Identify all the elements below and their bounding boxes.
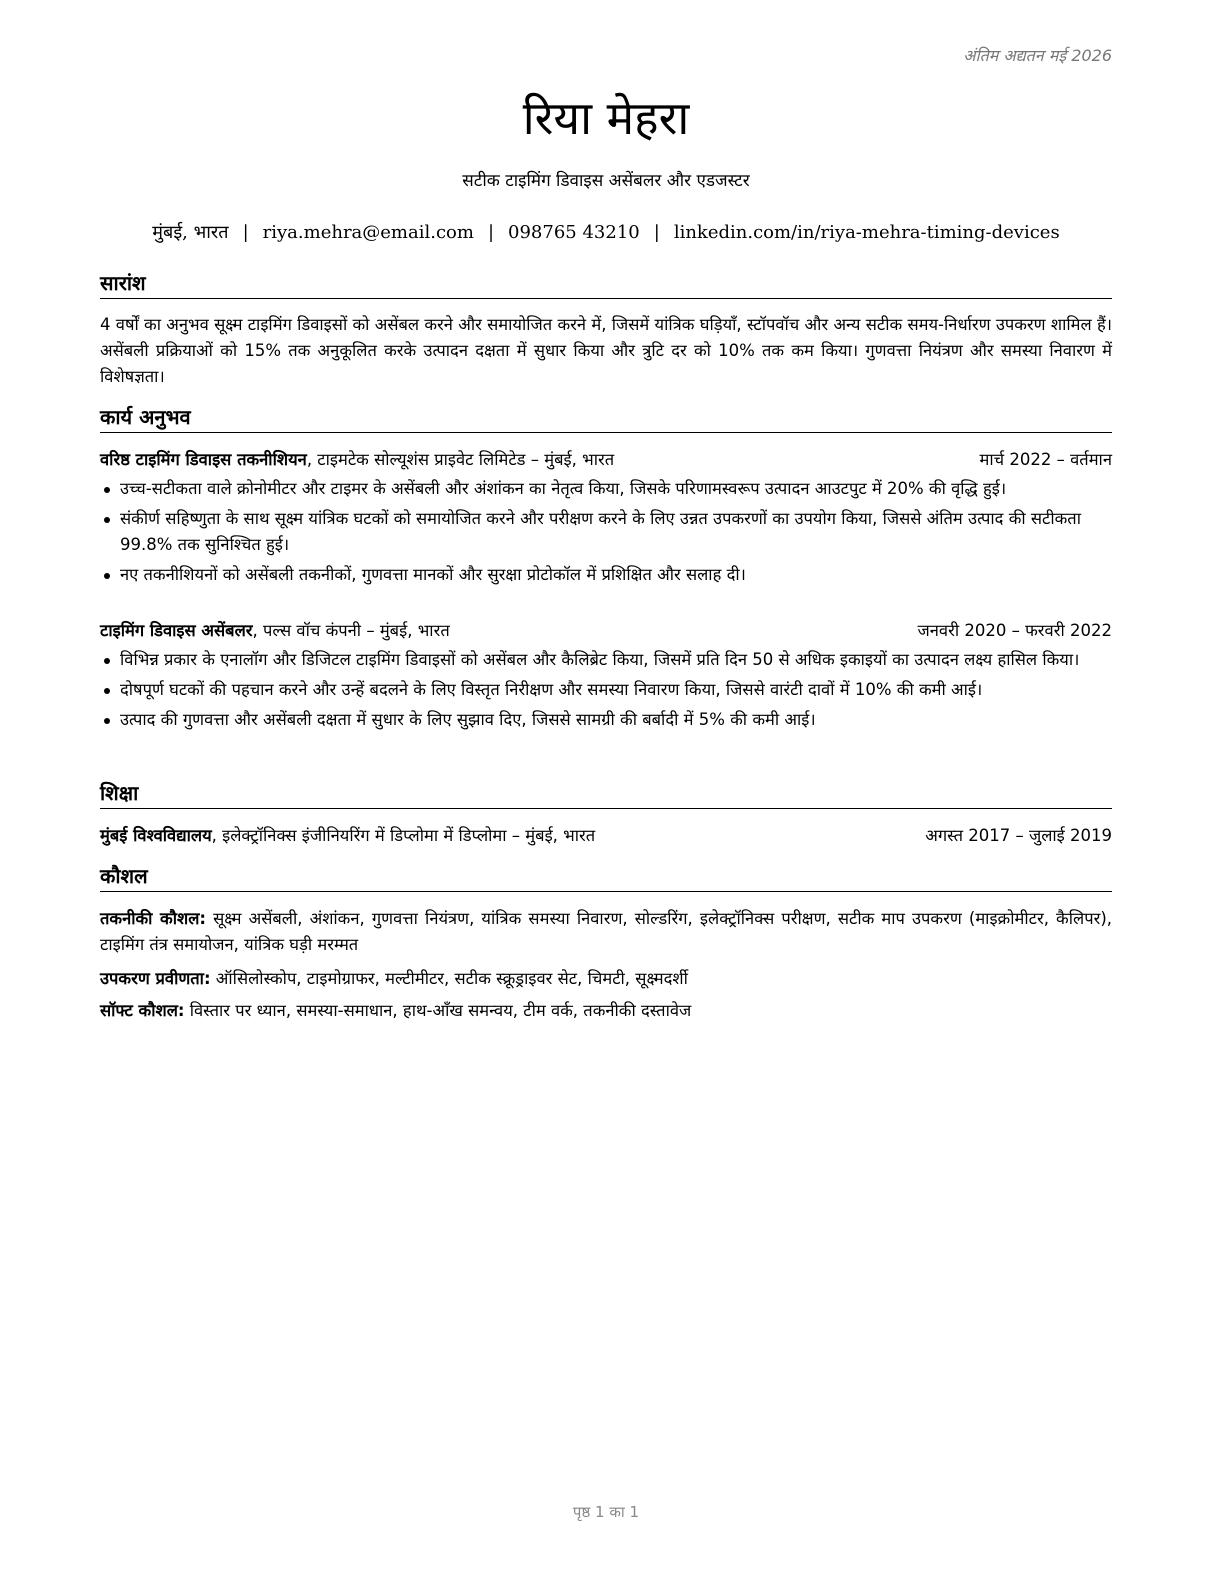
skill-label: तकनीकी कौशल: (100, 909, 207, 928)
bullet-icon (104, 517, 110, 523)
list-item (100, 562, 1112, 588)
bullet-icon (104, 487, 110, 493)
job-role: टाइमिंग डिवाइस असेंबलर (100, 621, 253, 640)
education-heading: शिक्षा (100, 780, 1112, 809)
contact-separator: | (653, 222, 660, 243)
list-item (100, 476, 1112, 502)
education-dates: अगस्त 2017 – जुलाई 2019 (925, 826, 1112, 845)
candidate-name: रिया मेहरा (522, 91, 690, 145)
bullet-text: दोषपूर्ण घटकों की पहचान करने और उन्हें बदलने के लिए विस्तृत निरीक्षण और समस्या निवारण किया, जिससे वारंटी दावों में 10% की कमी आई। (120, 680, 983, 699)
bullet-icon (104, 688, 110, 694)
bullet-icon (104, 718, 110, 724)
bullet-text: नए तकनीशियनों को असेंबली तकनीकों, गुणवत्ता मानकों और सुरक्षा प्रोटोकॉल में प्रशिक्षित और सलाह दी। (120, 565, 746, 584)
contact-separator: | (242, 222, 249, 243)
skill-line-tools (100, 966, 1112, 992)
education-institution: मुंबई विश्वविद्यालय (100, 826, 212, 845)
skills-heading: कौशल (100, 863, 1112, 892)
summary-heading: सारांश (100, 270, 1112, 299)
skill-line-technical (100, 906, 1112, 958)
bullet-text: उत्पाद की गुणवत्ता और असेंबली दक्षता में सुधार के लिए सुझाव दिए, जिससे सामग्री की बर्बादी में 5% की कमी आई। (120, 710, 816, 729)
education-detail: , इलेक्ट्रॉनिक्स इंजीनियरिंग में डिप्लोमा में डिप्लोमा – मुंबई, भारत (211, 826, 596, 845)
page-number: पृष्ठ 1 का 1 (572, 1503, 640, 1521)
bullet-text: विभिन्न प्रकार के एनालॉग और डिजिटल टाइमिंग डिवाइसों को असेंबल और कैलिब्रेट किया, जिसमें प्रति दिन 50 से अधिक इकाइयों का उत्पादन लक्ष्य हासिल किया। (120, 650, 1080, 669)
last-updated: अंतिम अद्यतन मई 2026 (963, 46, 1112, 65)
job-org: , टाइमटेक सोल्यूशंस प्राइवेट लिमिटेड – मुंबई, भारत (306, 450, 615, 469)
contact-linkedin[interactable]: linkedin.com/in/riya-mehra-timing-devices (673, 222, 1060, 243)
contact-separator: | (487, 222, 495, 243)
skill-text: विस्तार पर ध्यान, समस्या-समाधान, हाथ-आँख समन्वय, टीम वर्क, तकनीकी दस्तावेज (184, 1001, 692, 1020)
job-role-org (100, 620, 450, 642)
contact-email[interactable]: riya.mehra@email.com (262, 222, 474, 243)
list-item (100, 506, 1112, 558)
education-institution-detail (100, 825, 595, 847)
education-entry (100, 825, 1112, 847)
job-org: , पल्स वॉच कंपनी – मुंबई, भारत (252, 621, 450, 640)
skill-text: ऑसिलोस्कोप, टाइमोग्राफर, मल्टीमीटर, सटीक स्क्रूड्राइवर सेट, चिमटी, सूक्ष्मदर्शी (210, 969, 688, 988)
bullet-icon (104, 658, 110, 664)
bullet-text: संकीर्ण सहिष्णुता के साथ सूक्ष्म यांत्रिक घटकों को समायोजित करने और परीक्षण करने के लिए उन्नत उपकरणों का उपयोग किया, जिससे अंतिम उत्पाद की सटीकता 99.8% तक सुनिश्चित हुई। (120, 509, 1081, 554)
summary-text: 4 वर्षों का अनुभव सूक्ष्म टाइमिंग डिवाइसों को असेंबल करने और समायोजित करने में, जिसमें यांत्रिक घड़ियाँ, स्टॉपवॉच और अन्य सटीक समय-निर्धारण उपकरण शामिल हैं। असेंबली प्रक्रियाओं को 15% तक अनुकूलित करके उत्पादन दक्षता में सुधार किया और त्रुटि दर को 10% तक कम किया। गुणवत्ता नियंत्रण और समस्या निवारण में विशेषज्ञता। (100, 315, 1112, 386)
job-dates: मार्च 2022 – वर्तमान (979, 450, 1112, 469)
job-dates: जनवरी 2020 – फरवरी 2022 (917, 621, 1112, 640)
bullet-text: उच्च-सटीकता वाले क्रोनोमीटर और टाइमर के असेंबली और अंशांकन का नेतृत्व किया, जिसके परिणामस्वरूप उत्पादन आउटपुट में 20% की वृद्धि हुई। (120, 479, 1007, 498)
contact-line (100, 220, 1112, 244)
job-title: सटीक टाइमिंग डिवाइस असेंबलर और एडजस्टर (462, 171, 750, 191)
skill-label: सॉफ्ट कौशल: (100, 1001, 185, 1020)
contact-phone: 098765 43210 (508, 222, 640, 243)
job-role: वरिष्ठ टाइमिंग डिवाइस तकनीशियन (100, 450, 307, 469)
job-bullets (100, 647, 1112, 737)
resume-page (100, 0, 1112, 1584)
job-role-org (100, 449, 614, 471)
list-item (100, 707, 1112, 733)
experience-heading: कार्य अनुभव (100, 404, 1112, 433)
job-bullets (100, 476, 1112, 592)
skill-line-soft (100, 998, 1112, 1024)
skill-label: उपकरण प्रवीणता: (100, 969, 211, 988)
list-item (100, 677, 1112, 703)
bullet-icon (104, 573, 110, 579)
skill-text: सूक्ष्म असेंबली, अंशांकन, गुणवत्ता नियंत्रण, यांत्रिक समस्या निवारण, सोल्डरिंग, इलेक्ट्रॉनिक्स परीक्षण, सटीक माप उपकरण (माइक्रोमीटर, कैलिपर), टाइमिंग तंत्र समायोजन, यांत्रिक घड़ी मरम्मत (100, 909, 1112, 954)
list-item (100, 647, 1112, 673)
job-header (100, 449, 1112, 471)
contact-location: मुंबई, भारत (152, 222, 229, 243)
job-header (100, 620, 1112, 642)
